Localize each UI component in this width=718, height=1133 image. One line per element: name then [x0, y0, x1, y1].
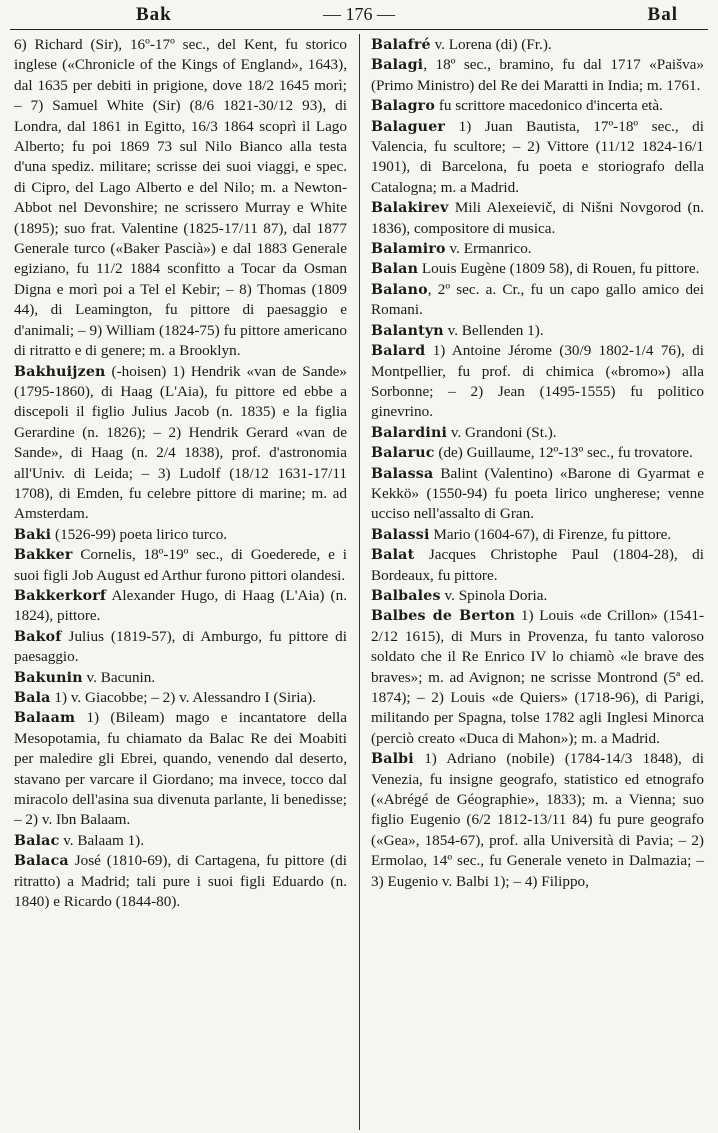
right-column	[359, 30, 708, 1130]
dictionary-entry	[371, 55, 704, 96]
entry-headword: Balamiro	[371, 241, 446, 258]
entry-headword: Balagi	[371, 57, 424, 74]
dictionary-entry	[371, 464, 704, 525]
entry-text: , 2º sec. a. Cr., fu un capo gallo amico dei Romani.	[371, 280, 704, 319]
entry-headword: Balagro	[371, 98, 436, 115]
dictionary-entry	[371, 443, 704, 463]
entry-text: Alexander Hugo, di Haag (L'Aia) (n. 1824), pittore.	[14, 586, 347, 625]
dictionary-entry	[371, 606, 704, 749]
entry-headword: Balac	[14, 832, 60, 849]
entry-headword: Bakkerkorf	[14, 587, 107, 604]
entry-headword: Bakker	[14, 547, 73, 564]
entry-text: v. Bellenden 1).	[443, 321, 544, 339]
entry-headword: Balbi	[371, 751, 414, 768]
entry-headword: Balan	[371, 261, 419, 278]
entry-text: Louis Eugène (1809 58), di Rouen, fu pittore.	[418, 260, 700, 278]
entry-headword: Bakunin	[14, 669, 83, 686]
entry-text: Julius (1819-57), di Amburgo, fu pittore di paesaggio.	[14, 627, 347, 666]
entry-headword: Balaruc	[371, 445, 435, 462]
entry-text: 1) Juan Bautista, 17º-18º sec., di Valencia, fu scultore; – 2) Vittore (11/12 1824-16/1 1901), di Barcelona, fu poeta e storiografo della Catalogna; m. a Madrid.	[371, 117, 704, 196]
entry-headword: Bala	[14, 690, 51, 706]
entry-text: (-hoisen) 1) Hendrik «van de Sande» (1795-1860), di Haag (L'Aia), fu pittore ed ebbe a discepoli il figlio Julius Jacob (n. 1835) e la figlia Gerardine (n. 1826); – 2) Hendrik Gerard «van de Sande», di Haag (n. 2/4 1838), prof. d'astronomia all'Univ. di Leida; – 3) Ludolf (18/12 1631-17/11 1708), di Emden, fu celebre pittore di marine; m. ad Amsterdam.	[14, 362, 347, 523]
header-left-guideword: Bak	[136, 3, 172, 25]
dictionary-entry	[14, 831, 347, 851]
entry-headword: Balafré	[371, 37, 431, 53]
dictionary-entry	[371, 259, 704, 279]
entry-text: (1526-99) poeta lirico turco.	[51, 525, 228, 543]
entry-text: 1) v. Giacobbe; – 2) v. Alessandro I (Siria).	[50, 689, 317, 706]
header-right-guideword: Bal	[647, 3, 678, 25]
dictionary-entry	[14, 525, 347, 545]
dictionary-entry	[14, 545, 347, 586]
dictionary-entry	[14, 362, 347, 525]
dictionary-entry	[14, 586, 347, 627]
entry-headword: Bakof	[14, 628, 62, 645]
entry-text: José (1810-69), di Cartagena, fu pittore (di ritratto) a Madrid; tali pure i suoi figli Eduardo (n. 1840) e Ricardo (1844-80).	[14, 852, 347, 911]
entry-headword: Balbes de Berton	[371, 608, 516, 625]
dictionary-entry	[371, 341, 704, 423]
entry-text: v. Grandoni (St.).	[447, 423, 557, 441]
entry-text: 1) Adriano (nobile) (1784-14/3 1848), di Venezia, fu insigne geografo, statistico ed etnografo («Abrégé de Géographie», 1833); m. a Vienna; suo figlio Eugenio (6/2 1812-13/11 84) fu pure geografo («Gea», 1854-67), prof. alla Università di Pavia; – 2) Ermolao, 14º sec., fu Generale veneto in Dalmazia; – 3) Eugenio v. Balbi 1); – 4) Filippo,	[371, 750, 704, 890]
entry-headword: Balano	[371, 281, 428, 298]
entry-text: , 18º sec., bramino, fu dal 1717 «Paišva» (Primo Ministro) del Re dei Maratti in India; m. 1761.	[371, 56, 704, 94]
entry-headword: Balantyn	[371, 322, 444, 339]
entry-text: v. Lorena (di) (Fr.).	[430, 36, 552, 53]
entry-headword: Balassi	[371, 526, 430, 543]
entry-text: v. Ermanrico.	[445, 240, 532, 258]
page-header	[10, 0, 708, 30]
entry-text: v. Spinola Doria.	[440, 586, 548, 604]
dictionary-entry	[371, 321, 704, 341]
dictionary-entry	[14, 627, 347, 668]
dictionary-entry	[14, 688, 347, 708]
dictionary-entry	[14, 35, 347, 362]
entry-headword: Balaguer	[371, 118, 446, 135]
entry-text: 1) (Bileam) mago e incantatore della Mesopotamia, fu chiamato da Balac Re dei Moabiti per maledire gli Ebrei, quando, venendo dal deserto, stavano per varcare il Giordano; ma invece, tocco dal miracolo dell'asina sua divenuta parlante, li benedisse; – 2) v. Ibn Balaam.	[14, 709, 347, 829]
entry-text: v. Bacunin.	[82, 668, 156, 686]
entry-headword: Balardini	[371, 424, 448, 441]
dictionary-entry	[14, 668, 347, 688]
dictionary-entry	[14, 851, 347, 912]
entry-text: 6) Richard (Sir), 16º-17º sec., del Kent, fu storico inglese («Chronicle of the Kings of England», 1643), dal 1635 per debiti in prigione, dove 18/2 1645 morì; – 7) Samuel White (Sir) (8/6 1821-30/12 93), di Londra, dal 1861 in Egitto, 16/3 1864 scoprì il Lago Alberto; fu poi 1869 73 sul Nilo Bianco alla testa d'una spediz. militare; scrisse dei suoi viaggi, e spec. di Cipro, del Lago Alberto e del Nilo; m. a Newton-Abbot nel Devonshire; ne scrissero Murray e White (1895); suo frat. Valentine (1825-17/11 87), dal 1877 Generale turco («Baker Pascià») e dal 1883 Generale egiziano, fu 11/2 1884 sconfitto a Tocar da Osman Digna e morì poi a Tel el Kebir; – 8) Thomas (1809 44), di Leamington, fu pittore di paesaggio e d'animali; – 9) William (1824-75) fu pittore americano di ritratto e di genere; m. a Brooklyn.	[14, 36, 347, 360]
dictionary-entry	[371, 749, 704, 892]
entry-text: Cornelis, 18º-19º sec., di Goederede, e i suoi figli Job August ed Arthur furono pittori olandesi.	[14, 546, 347, 584]
dictionary-entry	[371, 239, 704, 259]
entry-headword: Balaam	[14, 710, 76, 727]
left-column	[10, 30, 359, 1130]
entry-headword: Balat	[371, 547, 415, 564]
entry-headword: Balard	[371, 343, 426, 360]
entry-headword: Balakirev	[371, 200, 449, 217]
entry-text: Mili Alexeievič, di Nišni Novgorod (n. 1836), compositore di musica.	[371, 199, 704, 237]
dictionary-entry	[371, 198, 704, 239]
entry-headword: Balbales	[371, 587, 441, 604]
dictionary-entry	[371, 586, 704, 606]
dictionary-entry	[371, 545, 704, 586]
column-divider	[359, 34, 360, 1130]
dictionary-entry	[371, 525, 704, 545]
entry-text: Balint (Valentino) «Barone di Gyarmat e Kekkö» (1550-94) fu poeta lirico ungherese; venne ucciso nell'assalto di Gran.	[371, 464, 704, 523]
entry-text: 1) Antoine Jérome (30/9 1802-1/4 76), di Montpellier, fu prof. di chimica («bromo») alla Sorbonne; – 2) Jean (1495-1555) fu politico ginevrino.	[371, 342, 704, 421]
entry-text: 1) Louis «de Crillon» (1541-2/12 1615), di Murs in Provenza, fu tanto valoroso soldato che il Re Enrico IV lo chiamò «le brave des braves»; m. ad Avignon; ne scrisse Montrond (5ª ed. 1874); – 2) Louis «de Quiers» (1718-96), di Parigi, militando per Spagna, tolse 1782 agli Inglesi Minorca (perciò creato «Duca di Mahon»); m. a Madrid.	[371, 607, 705, 747]
entry-headword: Balaca	[14, 853, 69, 870]
dictionary-entry	[371, 117, 704, 199]
entry-text: Mario (1604-67), di Firenze, fu pittore.	[429, 525, 672, 543]
dictionary-entry	[14, 708, 347, 830]
dictionary-entry	[371, 280, 704, 321]
entry-text: (de) Guillaume, 12º-13º sec., fu trovatore.	[434, 444, 693, 462]
entry-headword: Bakhuijzen	[14, 363, 106, 380]
entry-headword: Balassa	[371, 465, 434, 482]
columns	[10, 30, 708, 1130]
entry-text: v. Balaam 1).	[59, 831, 145, 849]
dictionary-entry	[371, 35, 704, 55]
entry-text: fu scrittore macedonico d'incerta età.	[435, 97, 663, 115]
entry-text: Jacques Christophe Paul (1804-28), di Bordeaux, fu pittore.	[371, 546, 704, 584]
dictionary-entry	[371, 423, 704, 443]
entry-headword: Baki	[14, 526, 52, 543]
dictionary-entry	[371, 96, 704, 116]
page-number: — 176 —	[323, 4, 395, 24]
